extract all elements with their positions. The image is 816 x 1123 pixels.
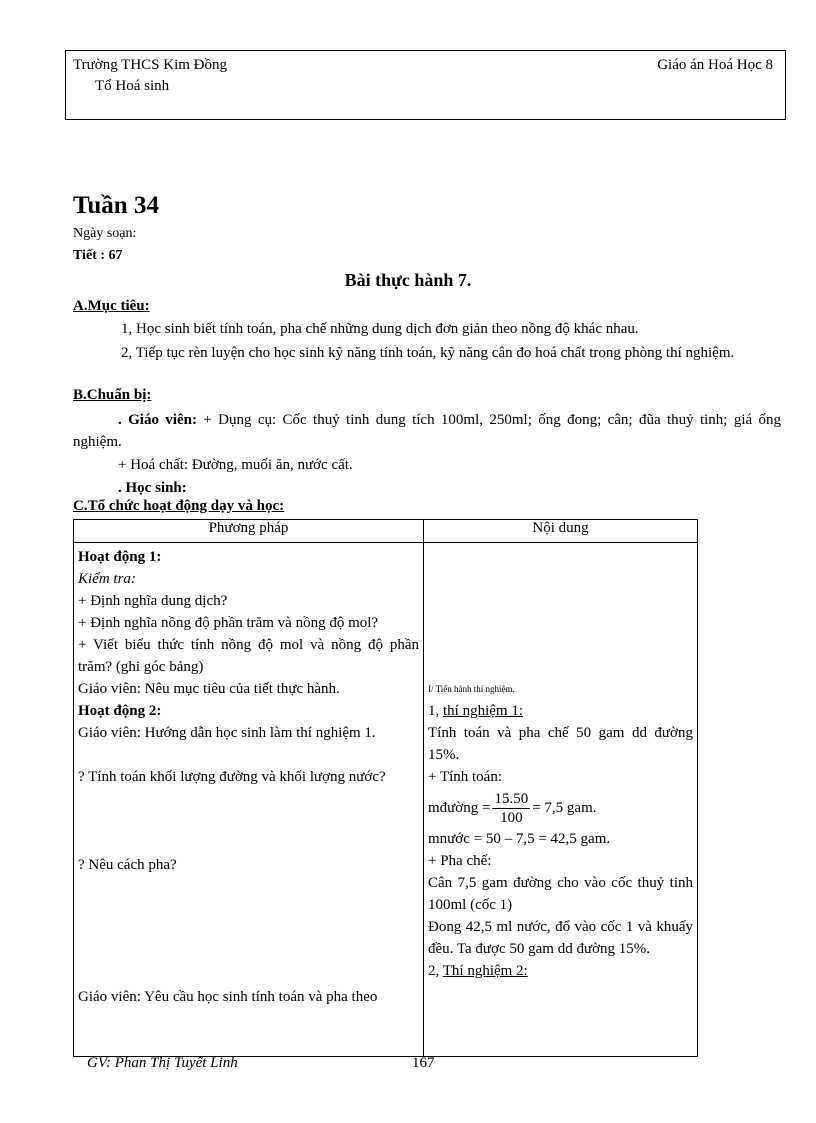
- spacer: [78, 788, 419, 854]
- experiment-2-title: [428, 960, 693, 982]
- spacer: [428, 546, 693, 678]
- method-cell: [74, 543, 424, 1057]
- content-cell: [424, 543, 698, 1057]
- question-2: + Định nghĩa nồng độ phần trăm và nồng độ mol?: [78, 615, 379, 631]
- table-header-row: [74, 520, 698, 543]
- question-calc: ? Tính toán khối lượng đường và khối lượng nước?: [78, 769, 386, 785]
- check-label: Kiểm tra:: [78, 571, 136, 587]
- school-name: Trường THCS Kim Đồng: [73, 57, 228, 73]
- teacher-objective: Giáo viên: Nêu mục tiêu của tiết thực hành.: [78, 681, 340, 697]
- experiment-heading: I/ Tiến hành thí nghiệm.: [428, 684, 515, 694]
- week-heading: Tuần 34: [73, 192, 159, 219]
- sugar-mass-label: mđường =: [428, 800, 491, 816]
- col-header-method: Phương pháp: [74, 520, 424, 543]
- calc-label: + Tính toán:: [428, 769, 503, 785]
- question-mix: ? Nêu cách pha?: [78, 857, 177, 873]
- objective-1: 1, Học sinh biết tính toán, pha chế những dung dịch đơn giản theo nồng độ khác nhau.: [121, 321, 639, 337]
- experiment-2-number: 2,: [428, 963, 440, 979]
- mix-label: + Pha chế:: [428, 853, 492, 869]
- mix-step-2: Đong 42,5 ml nước, đổ vào cốc 1 và khuấy đều. Ta được 50 gam dd đường 15%.: [428, 919, 693, 957]
- teacher-label: . Giáo viên:: [118, 412, 197, 428]
- water-mass: mnước = 50 – 7,5 = 42,5 gam.: [428, 831, 611, 847]
- section-c-heading: C.Tổ chức hoạt động dạy và học:: [73, 498, 285, 514]
- page-title: Bài thực hành 7.: [344, 270, 472, 290]
- activity-1-heading: Hoạt động 1:: [78, 549, 162, 565]
- question-1: + Định nghĩa dung dịch?: [78, 593, 228, 609]
- spacer: [78, 876, 419, 986]
- fraction: [492, 790, 530, 827]
- page-number: 167: [412, 1055, 435, 1071]
- table-row: [74, 543, 698, 1057]
- experiment-1-label: thí nghiệm 1:: [443, 703, 523, 719]
- objective-2: 2, Tiếp tục rèn luyện cho học sinh kỹ năng tính toán, kỹ năng cân đo hoá chất trong phòng thí nghiệm.: [121, 345, 735, 361]
- mix-step-1: Cân 7,5 gam đường cho vào cốc thuỷ tinh 100ml (cốc 1): [428, 875, 693, 913]
- footer-author: GV: Phan Thị Tuyết Linh: [87, 1055, 238, 1071]
- experiment-2-label: Thí nghiệm 2:: [442, 963, 528, 979]
- student-label: . Học sinh:: [118, 480, 187, 496]
- teacher-prep: [73, 409, 781, 453]
- teacher-guide-exp2: Giáo viên: Yêu cầu học sinh tính toán và pha theo: [78, 989, 378, 1005]
- sugar-mass-result: = 7,5 gam.: [532, 800, 597, 816]
- fraction-numerator: 15.50: [494, 791, 529, 808]
- col-header-content: Nội dung: [424, 520, 698, 543]
- date-label: Ngày soạn:: [73, 226, 137, 241]
- fraction-denominator: 100: [500, 810, 523, 827]
- document-type: Giáo án Hoá Học 8: [657, 57, 773, 73]
- experiment-1-desc: Tính toán và pha chế 50 gam dd đường 15%.: [428, 725, 693, 763]
- section-b-heading: B.Chuẩn bị:: [73, 387, 152, 403]
- question-3: + Viết biểu thức tính nồng độ mol và nồng độ phần trăm? (ghi góc bảng): [78, 637, 419, 675]
- spacer: [78, 744, 419, 766]
- teacher-chemicals: + Hoá chất: Đường, muối ăn, nước cất.: [118, 457, 353, 473]
- department-name: Tổ Hoá sinh: [95, 78, 170, 94]
- experiment-1-title: [428, 700, 693, 722]
- experiment-1-number: 1,: [428, 703, 440, 719]
- teacher-guide-exp1: Giáo viên: Hướng dẫn học sinh làm thí nghiệm 1.: [78, 725, 376, 741]
- teacher-tools: + Dụng cụ: Cốc thuỷ tinh dung tích 100ml, 250ml; ống đong; cân; đũa thuỷ tinh; giá ống nghiệm.: [73, 412, 782, 450]
- activity-2-heading: Hoạt động 2:: [78, 703, 162, 719]
- lesson-table: [73, 519, 698, 1057]
- sugar-mass-formula: [428, 788, 693, 828]
- section-a-heading: A.Mục tiêu:: [73, 298, 150, 314]
- lesson-period: Tiết : 67: [73, 248, 123, 263]
